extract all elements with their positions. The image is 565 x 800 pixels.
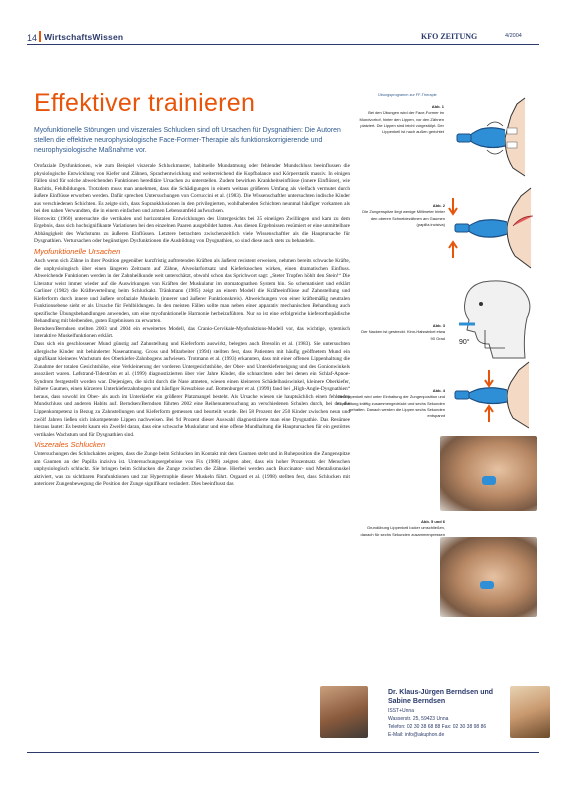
- author-names: Dr. Klaus-Jürgen Berndsen und Sabine Berndsen: [388, 689, 494, 705]
- author-box: [320, 686, 550, 738]
- issue-number: 4/2004: [505, 33, 522, 39]
- author-photo-1: [320, 686, 368, 738]
- figure-5-6-label: Abb. 5 und 6: [421, 519, 445, 524]
- figure-1-label: Abb. 1: [431, 104, 444, 109]
- figure-1-text: Bei den Übungen wird der Face-Former im Mundvorhof, hinter den Lippen, vor den Zähnen platziert. Die Lippen sind leicht vorgestülpt. Der Lippenkeil ist nach außen gerichtet: [359, 110, 444, 135]
- footer-rule: [27, 752, 539, 753]
- paragraph: Horrowitz (1960) untersuchte die vertikalen und horizontalen Entwicklungen des Untergesichts bei 35 eineiigen Zwillingen und kam zu dem Ergebnis, dass sich hochsignifikante Variationen bei den einzelnen Paaren ausgebildet hatten. Aus diesen Ergebnissen resümiert er eine unmittelbare Abhängigkeit des Wachstums zu äußeren Einflüssen. Letztere betrachten zwischenzeitlich viele Wissenschaftler als die Hauptursache für Dysgnathien. Vertursachen oder begünstigen Dysfunktionen die Ausbildung von Dysgnathien, so sind diese auch stets zu behandeln.: [34, 215, 350, 245]
- header-rule: [27, 44, 539, 45]
- author-address: Wasserstr. 25, 59423 Unna: [388, 716, 449, 722]
- figures-panel-title: Übungsprogramm zur FF-Therapie: [378, 93, 437, 97]
- exercise-photo-2: [440, 537, 537, 617]
- author-phone: Telefon: 02 30 38 68 88 Fax: 02 30 38 98 86: [388, 724, 487, 730]
- author-photo-2: [510, 686, 550, 738]
- subheading-viszerales-schlucken: Viszerales Schlucken: [34, 440, 106, 450]
- figure-1-caption: [358, 104, 444, 135]
- publication-logo: KFO ZEITUNG: [421, 32, 478, 41]
- figure-5-6-text: Grundübung Lippenkeil locker umschließen, danach für sechs Sekunden zusammenpressen: [360, 525, 445, 537]
- paragraph: Berndsen/Berndsen stellten 2003 und 2004 ein erweitertes Modell, das Cranio-Cervikale-Myofunktions-Modell vor, das wichtige, sytemisch interaktive Muskelfunktionen erklärt.: [34, 325, 350, 340]
- exercise-photo-1: [440, 436, 537, 511]
- figure-5-6-caption: [357, 519, 445, 538]
- head-neck-posture-illustration: [455, 278, 539, 360]
- figure-4-text: Der Lippenkeil wird unter Einhaltung der Zungenposition und Kopfhaltung kräftig zusammengedrückt und sechs Sekunden gehalten. Danach werden die Lippen sechs Sekunden entspannt: [337, 394, 445, 419]
- tongue-position-illustration: [447, 186, 539, 270]
- subheading-myofunktionelle-ursachen: Myofunktionelle Ursachen: [34, 247, 121, 257]
- article-lead: Myofunktionelle Störungen und viszerales Schlucken sind oft Ursachen für Dysgnathien: Die Autoren stellen die effektive neurophysiologische Face-Former-Therapie als funktionskorrigierende und neurophysiologische Maßnahme vor.: [34, 127, 341, 155]
- angle-label: 90°: [459, 339, 470, 346]
- figure-4-caption: [335, 388, 445, 419]
- author-email[interactable]: E-Mail: info@akuphon.de: [388, 732, 445, 738]
- figure-4-label: Abb. 4: [432, 388, 445, 393]
- paragraph: Dass sich ein geschlossener Mund günstig auf Zahnstellung und Kieferform auswirkt, belegten auch Bresolin et al. (1983). Sie untersuchten allergische Kinder mit behinderter Nasenatmung. Gross und Mitarbeiter (1994) stellten fest, dass Patienten mit häufig geöffnetem Mund ein signifikant kleineres Wachstum des Oberkiefer-Zahnbogens aufwiesen. Trotmann et al. (1993) erkannten, dass mit einer offenen Lippenhaltung die Zunahme der totalen Gesichtshöhe, eine Verkleinerung der vorderen Untergesichtshöhe, der Ober- und Unterkieferneigung und des Gonionwinkels assoziiert waren. Løfstrand-Tideström et al. (1999) diagnostizierten über vier Jahre Kinder, die schnarchten oder bei denen ein Schlaf-Apnoe-Syndrom festgestellt worden war. Diejenigen, die nicht durch die Nase atmeten, wiesen einen kleineren Schädelbasiswinkel, kleinere Oberkiefer, höhere Gaumen, einen kürzeren Unterkieferzahnbogen und häufiger Kreuzbisse auf. Bottenburger et al. (1999) fand bei „High-Angle-Dysgnathien“ heraus, dass sowohl im Ober- als auch im Unterkiefer ein größerer Platzmangel besteht. Als Ursache wiesen sie hauptsächlich einen fehlenden Mundschluss und anderen Habits auf. Berndsen/Berndsen führten 2002 eine Reihenuntersuchung an verschiedenen Schulen durch, bei der die Lippenkompetenz in Bezug zu Zahnstellungen und Kieferform gemessen und beurteilt wurde. Bei 58 Prozent der 250 Kinder zwischen neun und zwölf Jahren ließen sich inkompetente Lippen nachweisen. Bei 94 Prozent dieser Auswahl diagnostizierte man eine Dysgnathie. Das Resümee hieraus lautet: Es besteht kaum ein Zweifel daran, dass eine schwache Muskulatur und eine offene Mundhaltung die Hauptursachen für ein gestörtes vertikales Wachstum und für Dysgnathien sind.: [34, 341, 350, 438]
- lip-press-illustration: [447, 360, 539, 430]
- article-title: Effektiver trainieren: [34, 89, 256, 117]
- page-header: [0, 0, 565, 50]
- author-institute: ISST+Unna: [388, 708, 414, 714]
- section-title: WirtschaftsWissen: [44, 32, 124, 42]
- paragraph: Orofaziale Dysfunktionen, wie zum Beispiel viszerale Schluckmuster, habituelle Mundatmung oder fehlender Mundschluss beeinflussen die physiologische Entwicklung von Kiefer und Zähnen, Sprachentwicklung und weiterreichend die Kopfbalance und Körperstatik massiv. In einigen Fällen sind für solche abweichenden Funktionen hereditäre Ursachen zu unterstellen. Zudem bewirken Krankheitseinflüsse (innere Einflüsse), wie Rachitis, Fehlbildungen. Trotzdem muss man annehmen, dass die Schädigungen in einem weitaus größeren Umfang als vielfach vermutet durch äußere Einflüsse erworben werden. Dafür sprechen Untersuchungen von Corruccini et al. (1983). Die Wissenschaftler untersuchten indische Kinder aus verschiedenen Schichten. Es zeigte sich, dass Supraokklusionen in den privilegierten, wohlhabenden Schichten neunmal häufiger vorkamen als bei den nahen Verwandten, die in einem einfachen und armen Lebensumfeld aufwuchsen.: [34, 163, 350, 215]
- figure-2-caption: [357, 203, 445, 228]
- figure-3-text: Der Nacken ist gestreckt. Kinn-Halswinkel etwa 90 Grad: [361, 329, 445, 341]
- face-former-device: [482, 476, 496, 485]
- figure-3-label: Abb. 3: [432, 323, 445, 328]
- figure-3-caption: [357, 323, 445, 342]
- paragraph: Auch wenn sich Zähne in ihrer Position gegenüber kurzfristig auftretenden Kräften als äußerst resistent erweisen, nehmen bereits schwache Kräfte, die unphysiologisch über einen längeren Zeitraum auf Zähne, Alveolarfortsatz und Kieferknochen wirken, einen dramatischen Einfluss. Abweichende Funktionen werden in der Zahnheilkunde weit unterschätzt, obwohl schon das Sprichwort sagt: „Steter Tropfen höhlt den Stein!“ Die Literatur weist immer wieder auf die Auswirkungen von Kräften der Muskulatur im stomatognathen System hin. So schematisiert und erklärt Garliner (1982) die Kräfteverteilung beim Schluckakt. Tränkmann (1985) zeigt an einem Modell die Kräfteeinflüsse auf Zahnstellung und Kieferform durch innere und äußere orofaziale Muskeln (innerer und äußerer Funktionskreis). Abweichungen von einer kräftemäßig neutralen Funktionsebene sieht er als Ursache für Fehlbildungen. In den meisten Fällen sollte man neben einer apparativ mechanischen Behandlung auch spezifische Übungsbehandlungen anwenden, um eine myofunktionelle Harmonie herbeizuführen. Nur so ist eine erfolgreiche kieferorthopädische Behandlung mit bleibenden, guten Ergebnissen zu erwarten.: [34, 258, 350, 325]
- figure-2-text: Die Zungenspitze liegt wenige Millimeter hinter den oberen Schneidezähnen am Gaumen (papilla incisiva): [362, 209, 445, 227]
- header-divider: [39, 31, 41, 42]
- page-number: 14: [27, 33, 38, 43]
- article-body: [34, 163, 350, 489]
- face-former-device: [480, 581, 494, 589]
- paragraph: Untersuchungen des Schluckaktes zeigten, dass die Zunge beim Schlucken im Kontakt mit dem Gaumen steht und in Ruheposition die Zungenspitze am Gaumen an der Papilla inzisiva ist. Untersuchungsergebnisse von Fix (1986) zeigten aber, dass ein hoher Prozentsatz der Menschen unphysiologisch schluckt. Sie bringen beim Schlucken die Zunge zwischen die Zähne. Hierbei werden auch Buccinator- und Mentalismuskel aktiviert, was zu sichtbaren Parafunktionen und zur Hypertrophie dieser Muskeln führt. Orgaard et al. (1998) stellten fest, dass Schlucken mit anteriorer Zungenbewegung die Position der Zunge signifikant verändert. Dies beeinflusst das: [34, 451, 350, 488]
- figure-2-label: Abb. 2: [432, 203, 445, 208]
- face-former-lips-illustration: [447, 96, 539, 178]
